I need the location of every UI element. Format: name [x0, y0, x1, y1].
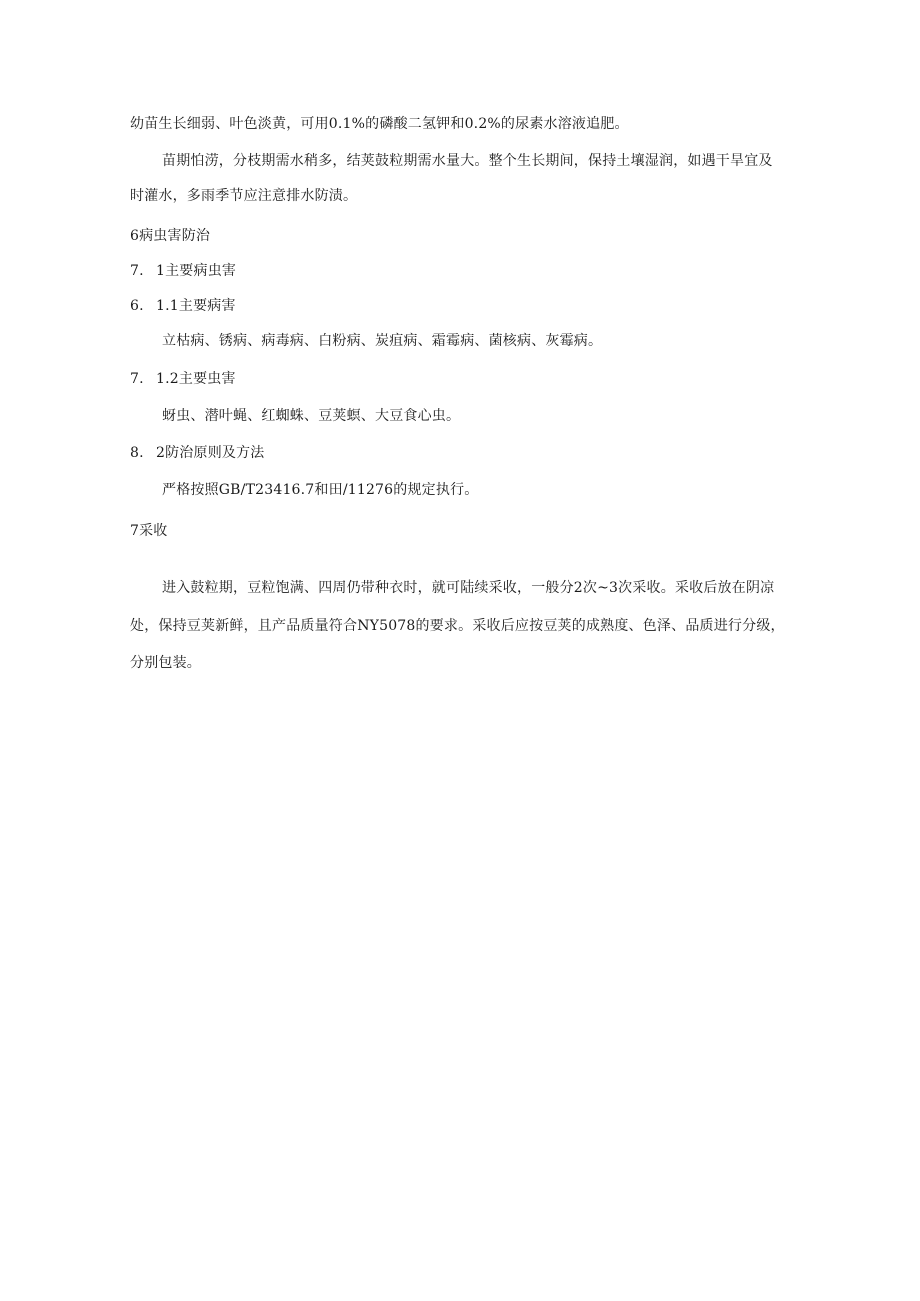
- heading-text: 1.2主要虫害: [156, 371, 236, 387]
- subsection-heading-main-pests: [130, 261, 236, 281]
- heading-number: 8.: [130, 445, 144, 461]
- heading-text: 1.1主要病害: [156, 298, 236, 314]
- paragraph-harvest-line-2: 处，保持豆荚新鲜，且产品质量符合NY5078的要求。采收后应按豆荚的成熟度、色泽、品质进行分级，: [130, 618, 785, 634]
- paragraph-harvest-line-3: 分别包装。: [130, 655, 201, 671]
- paragraph-water-line-1: 苗期怕涝，分枝期需水稍多，结荚鼓粒期需水量大。整个生长期间，保持土壤湿润，如遇干旱宜及: [162, 153, 773, 169]
- paragraph-fertilizer: 幼苗生长细弱、叶色淡黄，可用0.1%的磷酸二氢钾和0.2%的尿素水溶液追肥。: [130, 116, 629, 132]
- paragraph-diseases: 立枯病、锈病、病毒病、白粉病、炭疽病、霜霉病、菌核病、灰霉病。: [162, 333, 603, 349]
- heading-number: 6.: [130, 298, 144, 314]
- subsection-heading-main-insects: [130, 369, 236, 389]
- subsection-heading-control-methods: [130, 443, 265, 463]
- section-heading-harvest: 7采收: [130, 523, 168, 539]
- subsection-heading-main-diseases: [130, 296, 236, 316]
- paragraph-water-line-2: 时灌水，多雨季节应注意排水防渍。: [130, 188, 358, 204]
- section-heading-pest-control: 6病虫害防治: [130, 228, 211, 244]
- paragraph-control-standard: 严格按照GB/T23416.7和田/11276的规定执行。: [162, 482, 479, 498]
- heading-number: 7.: [130, 371, 144, 387]
- heading-text: 2防治原则及方法: [156, 445, 265, 461]
- heading-text: 1主要病虫害: [156, 263, 237, 279]
- heading-number: 7.: [130, 263, 144, 279]
- paragraph-insects: 蚜虫、潜叶蝇、红蜘蛛、豆荚螟、大豆食心虫。: [162, 408, 461, 424]
- paragraph-harvest-line-1: 进入鼓粒期，豆粒饱满、四周仍带种衣时，就可陆续采收，一般分2次~3次采收。采收后放在阴凉: [162, 580, 775, 596]
